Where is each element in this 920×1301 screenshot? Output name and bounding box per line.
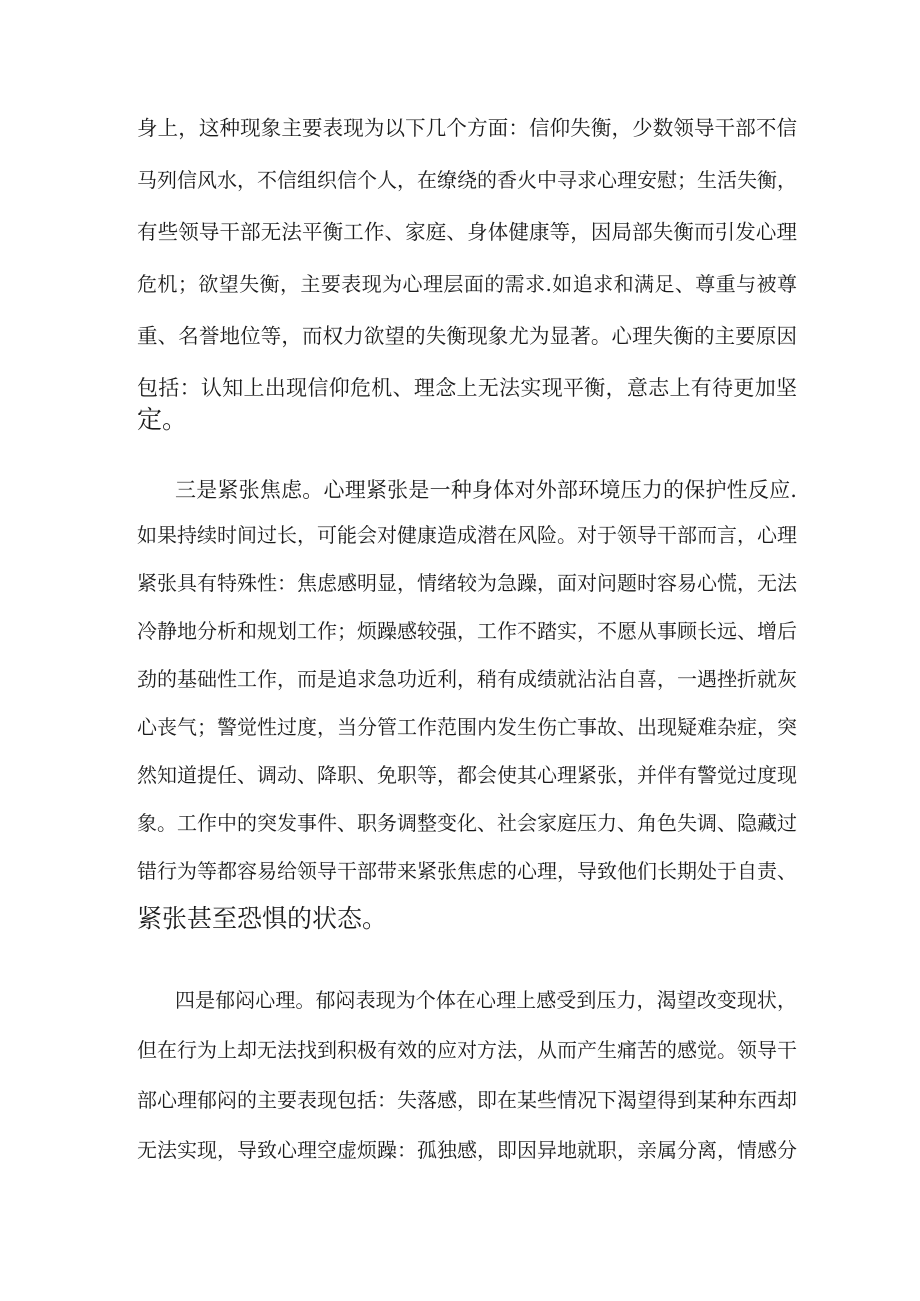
paragraph-2-line-1: 三是紧张焦虑。心理紧张是一种身体对外部环境压力的保护性反应.	[175, 478, 797, 502]
paragraph-3-line-1: 四是郁闷心理。郁闷表现为个体在心理上感受到压力，渴望改变现状，	[175, 988, 797, 1012]
paragraph-2-line-5: 劲的基础性工作，而是追求急功近利，稍有成绩就沾沾自喜，一遇挫折就灰	[137, 667, 797, 691]
paragraph-1-line-6: 包括：认知上出现信仰危机、理念上无法实现平衡，意志上有待更加坚	[137, 376, 797, 400]
paragraph-2-line-3: 紧张具有特殊性：焦虑感明显，情绪较为急躁，面对问题时容易心慌，无法	[137, 571, 797, 595]
paragraph-3-line-3: 部心理郁闷的主要表现包括：失落感，即在某些情况下渴望得到某种东西却	[137, 1088, 797, 1112]
paragraph-2-line-10: 紧张甚至恐惧的状态。	[137, 904, 388, 933]
paragraph-2-line-8: 象。工作中的突发事件、职务调整变化、社会家庭压力、角色失调、隐藏过	[137, 811, 797, 835]
paragraph-2-line-9: 错行为等都容易给领导干部带来紧张焦虑的心理，导致他们长期处于自责、	[137, 859, 797, 883]
paragraph-1-line-1: 身上，这种现象主要表现为以下几个方面：信仰失衡，少数领导干部不信	[137, 116, 797, 140]
paragraph-2-line-7: 然知道提任、调动、降职、免职等，都会使其心理紧张，并伴有警觉过度现	[137, 763, 797, 787]
paragraph-1-line-3: 有些领导干部无法平衡工作、家庭、身体健康等，因局部失衡而引发心理	[137, 220, 797, 244]
paragraph-3-line-4: 无法实现，导致心理空虚烦躁：孤独感，即因异地就职，亲属分离，情感分	[137, 1138, 797, 1162]
paragraph-2-line-4: 冷静地分析和规划工作；烦躁感较强，工作不踏实，不愿从事顾长远、增后	[137, 619, 797, 643]
paragraph-3-line-2: 但在行为上却无法找到积极有效的应对方法，从而产生痛苦的感觉。领导干	[137, 1038, 797, 1062]
paragraph-1-line-5: 重、名誉地位等，而权力欲望的失衡现象尤为显著。心理失衡的主要原因	[137, 324, 797, 348]
paragraph-1-line-2: 马列信风水，不信组织信个人，在缭绕的香火中寻求心理安慰；生活失衡，	[137, 168, 797, 192]
paragraph-2-line-6: 心丧气；警觉性过度，当分管工作范围内发生伤亡事故、出现疑难杂症，突	[137, 715, 797, 739]
paragraph-2-line-2: 如果持续时间过长，可能会对健康造成潜在风险。对于领导干部而言，心理	[137, 523, 797, 547]
paragraph-1-line-7: 定。	[137, 405, 188, 434]
paragraph-1-line-4: 危机；欲望失衡，主要表现为心理层面的需求.如追求和满足、尊重与被尊	[137, 272, 797, 296]
